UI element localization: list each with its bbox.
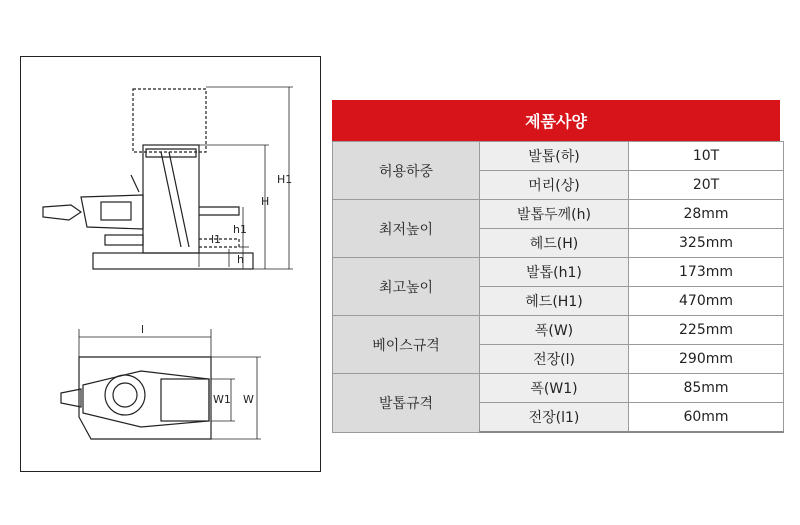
dim-label-l: l (141, 323, 145, 336)
item-cell: 헤드(H1) (480, 287, 629, 316)
pump-top-circle (105, 375, 145, 415)
dim-label-H1: H1 (277, 173, 293, 186)
category-cell: 베이스규격 (333, 316, 480, 374)
dim-label-h1: h1 (233, 223, 247, 236)
item-cell: 전장(l1) (480, 403, 629, 433)
spec-table-title: 제품사양 (332, 100, 780, 141)
dim-label-h: h (237, 253, 244, 266)
category-cell: 허용하중 (333, 142, 480, 200)
value-cell: 28mm (629, 200, 784, 229)
value-cell: 225mm (629, 316, 784, 345)
jack-drawing-svg (21, 57, 320, 471)
table-row (333, 258, 784, 287)
value-cell: 290mm (629, 345, 784, 374)
table-row (333, 200, 784, 229)
table-row (333, 316, 784, 345)
dim-label-W: W (243, 393, 254, 406)
spec-table (332, 141, 784, 433)
dim-label-W1: W1 (213, 393, 231, 406)
value-cell: 325mm (629, 229, 784, 258)
item-cell: 헤드(H) (480, 229, 629, 258)
spec-table-container (332, 100, 780, 433)
value-cell: 60mm (629, 403, 784, 433)
extended-ram-outline (133, 89, 206, 152)
table-row (333, 374, 784, 403)
item-cell: 발톱(h1) (480, 258, 629, 287)
value-cell: 10T (629, 142, 784, 171)
value-cell: 85mm (629, 374, 784, 403)
dim-label-l1: l1 (211, 233, 222, 246)
category-cell: 최고높이 (333, 258, 480, 316)
item-cell: 전장(l) (480, 345, 629, 374)
technical-drawing (20, 56, 321, 472)
table-row (333, 142, 784, 171)
pump-block (81, 195, 143, 229)
item-cell: 머리(상) (480, 171, 629, 200)
value-cell: 20T (629, 171, 784, 200)
pump-handle (43, 205, 81, 220)
item-cell: 폭(W1) (480, 374, 629, 403)
value-cell: 470mm (629, 287, 784, 316)
item-cell: 발톱(하) (480, 142, 629, 171)
item-cell: 발톱두께(h) (480, 200, 629, 229)
category-cell: 최저높이 (333, 200, 480, 258)
category-cell: 발톱규격 (333, 374, 480, 433)
value-cell: 173mm (629, 258, 784, 287)
item-cell: 폭(W) (480, 316, 629, 345)
dim-label-H: H (261, 195, 270, 208)
